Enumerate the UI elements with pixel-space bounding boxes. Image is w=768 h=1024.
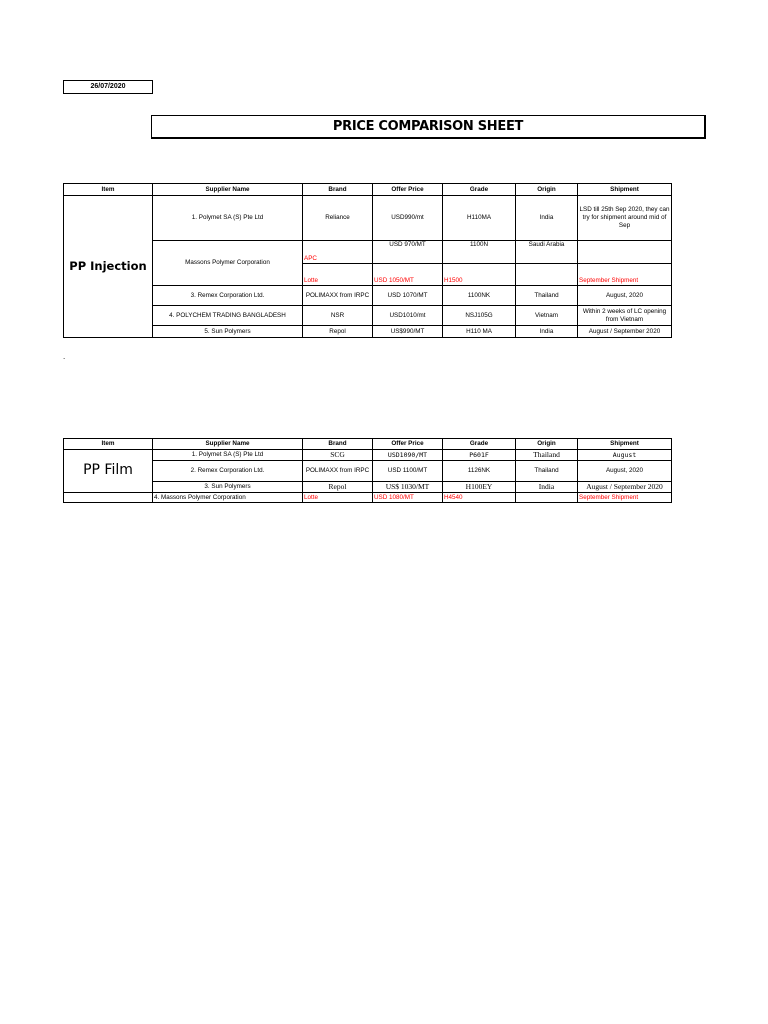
shipment-cell: August, 2020 [578, 286, 672, 306]
origin-cell: Thailand [516, 461, 578, 482]
header-row [64, 439, 672, 450]
supplier-cell: Massons Polymer Corporation [153, 241, 303, 286]
price-cell: USD 1100/MT [373, 461, 443, 482]
shipment-cell: August / September 2020 [578, 482, 672, 493]
origin-cell: India [516, 196, 578, 241]
header-origin: Origin [516, 439, 578, 450]
origin-cell: India [516, 482, 578, 493]
table-row [64, 482, 672, 493]
header-supplier: Supplier Name [153, 439, 303, 450]
price-cell: USD 1080/MT [373, 493, 443, 503]
shipment-cell: Within 2 weeks of LC opening from Vietnam [578, 306, 672, 326]
table-row [64, 450, 672, 461]
table-row [64, 196, 672, 241]
grade-cell: H4540 [443, 493, 516, 503]
header-offer-price: Offer Price [373, 184, 443, 196]
price-cell: USD 1050/MT [373, 264, 443, 286]
price-cell: USD1090/MT [373, 450, 443, 461]
brand-cell: POLIMAXX from IRPC [303, 286, 373, 306]
shipment-cell [578, 241, 672, 264]
grade-cell: H1500 [443, 264, 516, 286]
grade-cell: H110MA [443, 196, 516, 241]
table-row [64, 461, 672, 482]
item-label: PP Film [64, 450, 153, 493]
supplier-cell: 1. Polymet SA (S) Pte Ltd [153, 196, 303, 241]
header-offer-price: Offer Price [373, 439, 443, 450]
header-shipment: Shipment [578, 439, 672, 450]
brand-cell: APC [303, 241, 373, 264]
shipment-cell: September Shipment [578, 264, 672, 286]
table-row [64, 241, 672, 264]
brand-cell: NSR [303, 306, 373, 326]
header-item: Item [64, 439, 153, 450]
price-cell: US$990/MT [373, 326, 443, 338]
price-cell: USD1010/mt [373, 306, 443, 326]
table-row [64, 286, 672, 306]
stray-dot: . [63, 352, 66, 361]
origin-cell: Saudi Arabia [516, 241, 578, 264]
origin-cell [516, 493, 578, 503]
brand-cell: Lotte [303, 264, 373, 286]
header-row [64, 184, 672, 196]
origin-cell: India [516, 326, 578, 338]
item-label: PP Injection [64, 196, 153, 338]
brand-cell: Lotte [303, 493, 373, 503]
supplier-cell: 4. POLYCHEM TRADING BANGLADESH [153, 306, 303, 326]
brand-cell: Repol [303, 326, 373, 338]
brand-cell: SCG [303, 450, 373, 461]
header-shipment: Shipment [578, 184, 672, 196]
brand-cell: Repol [303, 482, 373, 493]
sheet-title: PRICE COMPARISON SHEET [151, 115, 706, 139]
grade-cell: 1126NK [443, 461, 516, 482]
shipment-cell: August / September 2020 [578, 326, 672, 338]
shipment-cell: LSD till 25th Sep 2020, they can try for shipment around mid of Sep [578, 196, 672, 241]
supplier-cell: 3. Remex Corporation Ltd. [153, 286, 303, 306]
header-supplier: Supplier Name [153, 184, 303, 196]
shipment-cell: September Shipment [578, 493, 672, 503]
grade-cell: NSJ105G [443, 306, 516, 326]
brand-cell: POLIMAXX from IRPC [303, 461, 373, 482]
supplier-cell: 2. Remex Corporation Ltd. [153, 461, 303, 482]
grade-cell: 1100N [443, 241, 516, 264]
pp-film-table [63, 438, 672, 503]
supplier-cell: 5. Sun Polymers [153, 326, 303, 338]
shipment-cell: August [578, 450, 672, 461]
header-item: Item [64, 184, 153, 196]
header-origin: Origin [516, 184, 578, 196]
grade-cell: H100EY [443, 482, 516, 493]
date-cell: 26/07/2020 [63, 80, 153, 94]
shipment-cell: August, 2020 [578, 461, 672, 482]
price-cell: USD 1070/MT [373, 286, 443, 306]
origin-cell: Thailand [516, 450, 578, 461]
origin-cell [516, 264, 578, 286]
price-cell: USD990/mt [373, 196, 443, 241]
supplier-cell: 3. Sun Polymers [153, 482, 303, 493]
header-brand: Brand [303, 439, 373, 450]
brand-cell: Reliance [303, 196, 373, 241]
grade-cell: 1100NK [443, 286, 516, 306]
pp-injection-table [63, 183, 672, 338]
supplier-cell: 4. Massons Polymer Corporation [153, 493, 303, 503]
table-row [64, 306, 672, 326]
item-empty-cell [64, 493, 153, 503]
grade-cell: H110 MA [443, 326, 516, 338]
table-row [64, 326, 672, 338]
origin-cell: Thailand [516, 286, 578, 306]
supplier-cell: 1. Polymet SA (S) Pte Ltd [153, 450, 303, 461]
price-cell: USD 970/MT [373, 241, 443, 264]
price-cell: US$ 1030/MT [373, 482, 443, 493]
origin-cell: Vietnam [516, 306, 578, 326]
header-grade: Grade [443, 184, 516, 196]
header-grade: Grade [443, 439, 516, 450]
grade-cell: P601F [443, 450, 516, 461]
header-brand: Brand [303, 184, 373, 196]
table-row [64, 493, 672, 503]
